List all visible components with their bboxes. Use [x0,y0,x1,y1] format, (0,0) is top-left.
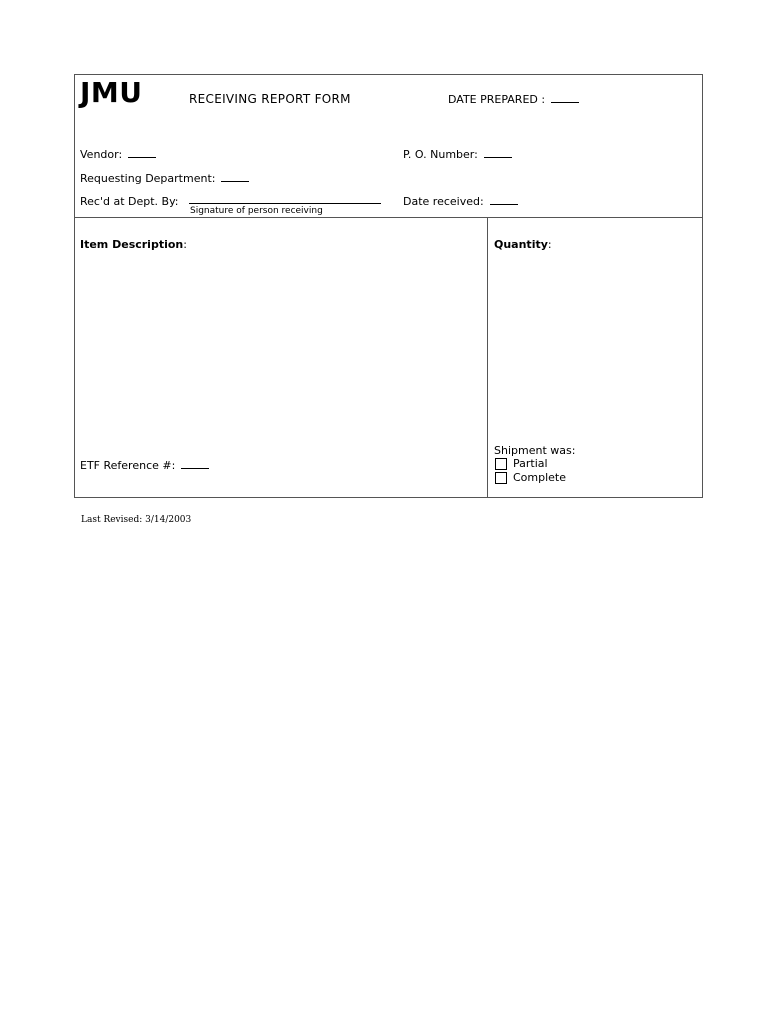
date-prepared-field [448,93,579,106]
jmu-logo: JMU [80,76,143,109]
date-received-blank[interactable] [490,195,518,205]
recd-by-label: Rec'd at Dept. By: [80,195,179,208]
vendor-field [80,148,156,161]
shipment-complete-option[interactable] [495,471,566,484]
complete-label: Complete [513,471,567,484]
section-divider [75,217,702,218]
etf-reference-blank[interactable] [181,459,209,469]
shipment-label: Shipment was: [494,444,576,457]
date-prepared-label: DATE PREPARED : [448,93,546,106]
column-divider [487,218,488,498]
po-number-blank[interactable] [484,148,512,158]
last-revised-note: Last Revised: 3/14/2003 [81,515,192,525]
quantity-label: Quantity [494,238,548,251]
vendor-label: Vendor: [80,148,123,161]
shipment-partial-option[interactable] [495,457,548,470]
form-title: RECEIVING REPORT FORM [189,92,351,106]
requesting-department-blank[interactable] [221,172,249,182]
partial-label: Partial [513,457,548,470]
etf-reference-label: ETF Reference #: [80,459,176,472]
etf-reference-field [80,459,209,472]
partial-checkbox[interactable] [495,458,507,470]
date-received-label: Date received: [403,195,484,208]
signature-line[interactable] [189,203,381,204]
requesting-department-field [80,172,249,185]
date-received-field [403,195,518,208]
signature-caption: Signature of person receiving [190,206,323,216]
item-description-label: Item Description [80,238,184,251]
quantity-heading: Quantity: [494,238,552,251]
date-prepared-blank[interactable] [551,93,579,103]
requesting-department-label: Requesting Department: [80,172,216,185]
complete-checkbox[interactable] [495,472,507,484]
po-number-label: P. O. Number: [403,148,478,161]
po-number-field [403,148,512,161]
vendor-blank[interactable] [128,148,156,158]
item-description-heading: Item Description: [80,238,187,251]
receiving-report-form [74,74,703,498]
